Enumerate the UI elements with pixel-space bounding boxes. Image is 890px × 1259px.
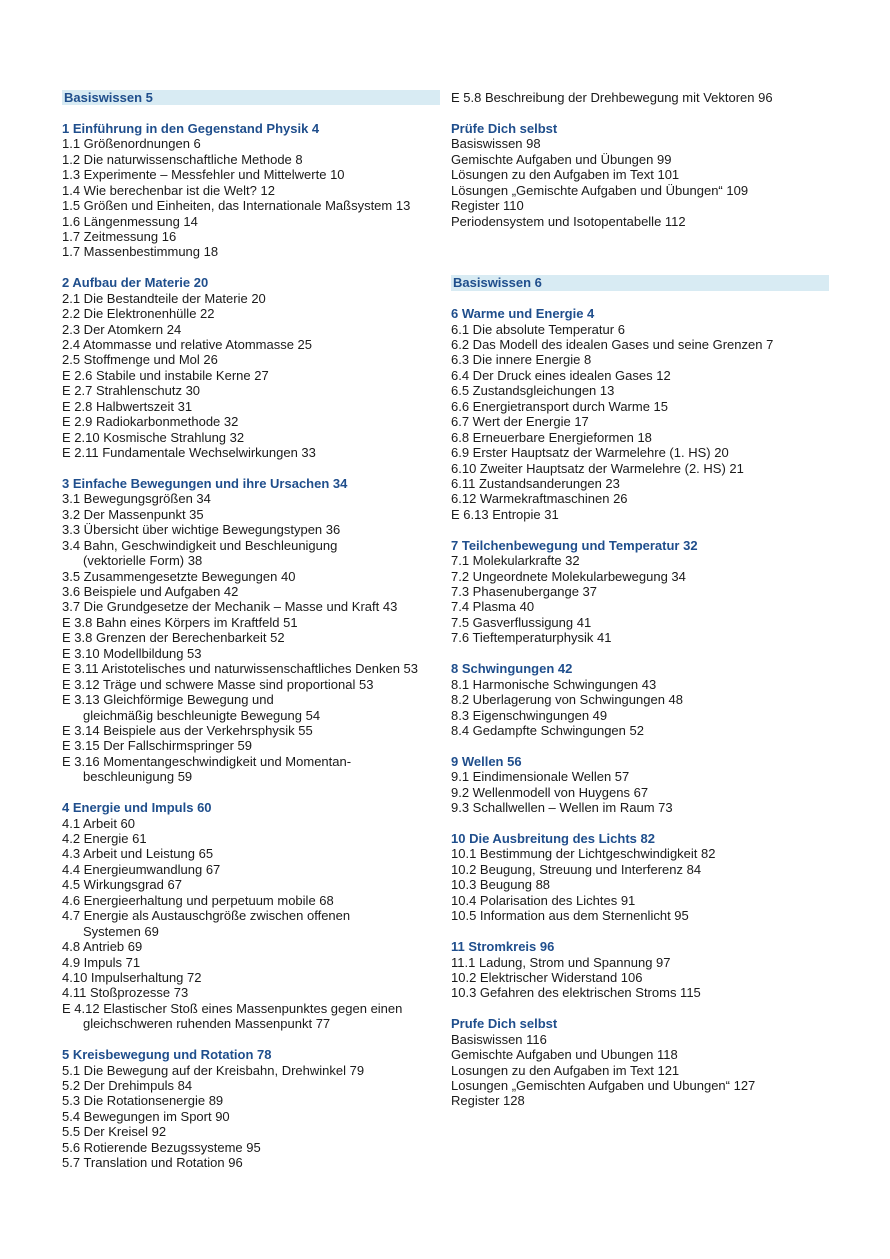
toc-entry: E 2.10 Kosmische Strahlung 32: [62, 429, 245, 445]
toc-entry-continuation: beschleunigung 59: [83, 769, 193, 785]
toc-entry: 7.5 Gasverflussigung 41: [451, 614, 592, 630]
toc-entry: 6.5 Zustandsgleichungen 13: [451, 383, 615, 399]
toc-entry: 4.10 Impulserhaltung 72: [62, 969, 202, 985]
chapter-heading: 11 Stromkreis 96: [451, 939, 555, 955]
toc-entry: 8.3 Eigenschwingungen 49: [451, 707, 608, 723]
volume-header: Basiswissen 6: [451, 275, 829, 290]
toc-entry: 4.2 Energie 61: [62, 831, 147, 846]
toc-entry: 7.4 Plasma 40: [451, 599, 535, 615]
spacer: [62, 461, 440, 476]
toc-entry: E 2.8 Halbwertszeit 31: [62, 398, 193, 414]
toc-entry: 8.1 Harmonische Schwingungen 43: [451, 676, 657, 692]
toc-entry: 5.4 Bewegungen im Sport 90: [62, 1108, 230, 1124]
toc-entry-continuation: gleichmäßig beschleunigte Bewegung 54: [83, 707, 321, 723]
toc-entry: 6.9 Erster Hauptsatz der Warmelehre (1. HS) 20: [451, 445, 729, 461]
toc-entry: Periodensystem und Isotopentabelle 112: [451, 213, 686, 229]
spacer: [62, 785, 440, 800]
toc-entry: 1.4 Wie berechenbar ist die Welt? 12: [62, 182, 275, 198]
toc-entry: 4.6 Energieerhaltung und perpetuum mobile 68: [62, 892, 334, 908]
spacer: [451, 291, 829, 306]
toc-entry: 6.8 Erneuerbare Energieformen 18: [451, 429, 652, 445]
toc-entry: 1.6 Längenmessung 14: [62, 213, 198, 229]
toc-entry: Lösungen „Gemischte Aufgaben und Übungen“ 109: [451, 182, 749, 198]
toc-entry: 5.2 Der Drehimpuls 84: [62, 1078, 193, 1093]
toc-entry: E 3.10 Modellbildung 53: [62, 645, 202, 661]
toc-entry: 3.3 Übersicht über wichtige Bewegungstypen 36: [62, 522, 341, 538]
toc-entry: E 2.9 Radiokarbonmethode 32: [62, 414, 239, 430]
toc-entry: 3.1 Bewegungsgrößen 34: [62, 491, 211, 507]
chapter-heading: Prüfe Dich selbst: [451, 120, 558, 136]
toc-entry: 4.5 Wirkungsgrad 67: [62, 877, 182, 893]
spacer: [62, 260, 440, 275]
toc-entry-continuation: (vektorielle Form) 38: [83, 553, 203, 569]
toc-entry: Basiswissen 116: [451, 1031, 547, 1047]
spacer: [62, 105, 440, 120]
toc-entry: 3.4 Bahn, Geschwindigkeit und Beschleunigung: [62, 537, 338, 553]
toc-entry: 10.2 Beugung, Streuung und Interferenz 84: [451, 861, 702, 877]
chapter-heading: 6 Warme und Energie 4: [451, 306, 595, 322]
toc-entry: 2.4 Atommasse und relative Atommasse 25: [62, 337, 313, 352]
spacer: [451, 646, 829, 661]
toc-entry-continuation: Systemen 69: [83, 923, 159, 939]
chapter-heading: 10 Die Ausbreitung des Lichts 82: [451, 831, 655, 846]
toc-entry: 4.9 Impuls 71: [62, 954, 141, 970]
toc-entry: 9.3 Schallwellen – Wellen im Raum 73: [451, 800, 673, 816]
chapter-heading: 1 Einführung in den Gegenstand Physik 4: [62, 120, 320, 136]
spacer: [451, 1001, 829, 1016]
toc-entry: 4.11 Stoßprozesse 73: [62, 985, 189, 1001]
toc-entry: 2.2 Die Elektronenhülle 22: [62, 306, 215, 322]
toc-entry: E 2.6 Stabile und instabile Kerne 27: [62, 367, 269, 383]
toc-entry: 1.3 Experimente – Messfehler und Mittelwerte 10: [62, 167, 345, 183]
toc-entry: E 6.13 Entropie 31: [451, 506, 559, 522]
toc-entry: E 3.8 Grenzen der Berechenbarkeit 52: [62, 630, 285, 646]
toc-entry: Losungen zu den Aufgaben im Text 121: [451, 1062, 680, 1078]
toc-entry: 6.4 Der Druck eines idealen Gases 12: [451, 367, 671, 383]
spacer: [451, 229, 829, 244]
toc-entry: 4.8 Antrieb 69: [62, 939, 143, 955]
toc-entry: E 4.12 Elastischer Stoß eines Massenpunktes gegen einen: [62, 1000, 403, 1016]
toc-entry: 4.7 Energie als Austauschgröße zwischen offenen: [62, 908, 351, 924]
spacer: [451, 260, 829, 275]
spacer: [451, 244, 829, 259]
chapter-heading: 5 Kreisbewegung und Rotation 78: [62, 1047, 272, 1063]
toc-entry: 7.6 Tieftemperaturphysik 41: [451, 630, 612, 646]
chapter-heading: Prufe Dich selbst: [451, 1016, 558, 1032]
toc-entry: 7.3 Phasenubergange 37: [451, 584, 598, 599]
toc-column-left: [62, 90, 440, 1171]
toc-entry: 6.7 Wert der Energie 17: [451, 414, 589, 430]
chapter-heading: 7 Teilchenbewegung und Temperatur 32: [451, 537, 698, 553]
toc-entry: 4.3 Arbeit und Leistung 65: [62, 846, 214, 862]
toc-entry: 10.3 Beugung 88: [451, 877, 551, 893]
toc-entry: 2.3 Der Atomkern 24: [62, 321, 182, 337]
toc-entry: 7.2 Ungeordnete Molekularbewegung 34: [451, 568, 686, 584]
toc-entry: 5.1 Die Bewegung auf der Kreisbahn, Drehwinkel 79: [62, 1062, 365, 1078]
toc-entry: 9.2 Wellenmodell von Huygens 67: [451, 784, 649, 800]
toc-entry: 6.2 Das Modell des idealen Gases und seine Grenzen 7: [451, 337, 774, 352]
toc-entry: 3.7 Die Grundgesetze der Mechanik – Masse und Kraft 43: [62, 599, 398, 615]
toc-entry: 1.5 Größen und Einheiten, das Internationale Maßsystem 13: [62, 198, 411, 214]
toc-entry: 1.7 Massenbestimmung 18: [62, 244, 219, 260]
toc-entry: E 3.15 Der Fallschirmspringer 59: [62, 738, 253, 754]
toc-column-right: [451, 90, 829, 1109]
toc-entry: Register 128: [451, 1093, 525, 1109]
toc-entry: 4.4 Energieumwandlung 67: [62, 861, 221, 877]
toc-entry: E 3.16 Momentangeschwindigkeit und Momentan-: [62, 753, 352, 769]
spacer: [451, 816, 829, 831]
toc-entry: 5.5 Der Kreisel 92: [62, 1124, 167, 1140]
toc-entry: 6.10 Zweiter Hauptsatz der Warmelehre (2. HS) 21: [451, 460, 744, 476]
spacer: [451, 105, 829, 120]
toc-entry: 8.4 Gedampfte Schwingungen 52: [451, 722, 644, 738]
toc-entry: 10.2 Elektrischer Widerstand 106: [451, 969, 643, 985]
toc-entry: E 3.8 Bahn eines Körpers im Kraftfeld 51: [62, 614, 298, 630]
chapter-heading: 8 Schwingungen 42: [451, 661, 573, 677]
toc-entry: 10.1 Bestimmung der Lichtgeschwindigkeit 82: [451, 846, 716, 862]
toc-entry: 3.5 Zusammengesetzte Bewegungen 40: [62, 568, 296, 584]
toc-entry: 7.1 Molekularkrafte 32: [451, 553, 580, 569]
chapter-heading: 2 Aufbau der Materie 20: [62, 275, 209, 291]
chapter-heading: 9 Wellen 56: [451, 753, 522, 769]
toc-entry: 9.1 Eindimensionale Wellen 57: [451, 769, 630, 785]
toc-entry: 6.3 Die innere Energie 8: [451, 352, 592, 368]
toc-entry: E 3.11 Aristotelisches und naturwissenschaftliches Denken 53: [62, 661, 419, 677]
toc-entry: Lösungen zu den Aufgaben im Text 101: [451, 167, 680, 183]
volume-header: Basiswissen 5: [62, 90, 440, 105]
toc-entry: 3.6 Beispiele und Aufgaben 42: [62, 584, 239, 599]
toc-entry: 6.6 Energietransport durch Warme 15: [451, 398, 669, 414]
toc-entry: Losungen „Gemischten Aufgaben und Ubungen“ 127: [451, 1078, 756, 1093]
toc-entry: E 2.11 Fundamentale Wechselwirkungen 33: [62, 445, 316, 461]
toc-entry: Register 110: [451, 198, 524, 214]
toc-entry: E 5.8 Beschreibung der Drehbewegung mit Vektoren 96: [451, 90, 773, 105]
toc-entry: 2.1 Die Bestandteile der Materie 20: [62, 290, 266, 306]
toc-entry: 5.3 Die Rotationsenergie 89: [62, 1093, 224, 1109]
spacer: [451, 522, 829, 537]
toc-entry: 10.4 Polarisation des Lichtes 91: [451, 892, 636, 908]
toc-entry: Gemischte Aufgaben und Ubungen 118: [451, 1047, 678, 1063]
chapter-heading: 4 Energie und Impuls 60: [62, 800, 212, 816]
toc-entry: 5.7 Translation und Rotation 96: [62, 1155, 243, 1171]
toc-entry: 5.6 Rotierende Bezugssysteme 95: [62, 1139, 261, 1155]
toc-entry: E 3.14 Beispiele aus der Verkehrsphysik 55: [62, 722, 313, 738]
spacer: [451, 738, 829, 753]
toc-entry: E 3.13 Gleichförmige Bewegung und: [62, 692, 274, 708]
toc-entry-continuation: gleichschweren ruhenden Massenpunkt 77: [83, 1016, 331, 1032]
toc-entry: E 3.12 Träge und schwere Masse sind proportional 53: [62, 676, 374, 692]
spacer: [451, 924, 829, 939]
toc-entry: 8.2 Uberlagerung von Schwingungen 48: [451, 692, 684, 708]
toc-entry: 6.1 Die absolute Temperatur 6: [451, 321, 625, 337]
toc-entry: 1.1 Größenordnungen 6: [62, 136, 201, 152]
toc-entry: E 2.7 Strahlenschutz 30: [62, 383, 201, 399]
toc-entry: 6.12 Warmekraftmaschinen 26: [451, 491, 628, 507]
toc-entry: 2.5 Stoffmenge und Mol 26: [62, 352, 218, 368]
toc-entry: 4.1 Arbeit 60: [62, 815, 135, 831]
toc-entry: 1.7 Zeitmessung 16: [62, 228, 177, 244]
spacer: [62, 1032, 440, 1047]
toc-entry: 11.1 Ladung, Strom und Spannung 97: [451, 954, 671, 970]
toc-entry: 10.3 Gefahren des elektrischen Stroms 115: [451, 985, 701, 1001]
toc-entry: 6.11 Zustandsanderungen 23: [451, 475, 620, 491]
toc-entry: Gemischte Aufgaben und Übungen 99: [451, 151, 672, 167]
toc-entry: Basiswissen 98: [451, 136, 541, 152]
chapter-heading: 3 Einfache Bewegungen und ihre Ursachen 34: [62, 475, 348, 491]
toc-entry: 10.5 Information aus dem Sternenlicht 95: [451, 908, 689, 924]
toc-entry: 3.2 Der Massenpunkt 35: [62, 506, 204, 522]
toc-entry: 1.2 Die naturwissenschaftliche Methode 8: [62, 151, 303, 167]
